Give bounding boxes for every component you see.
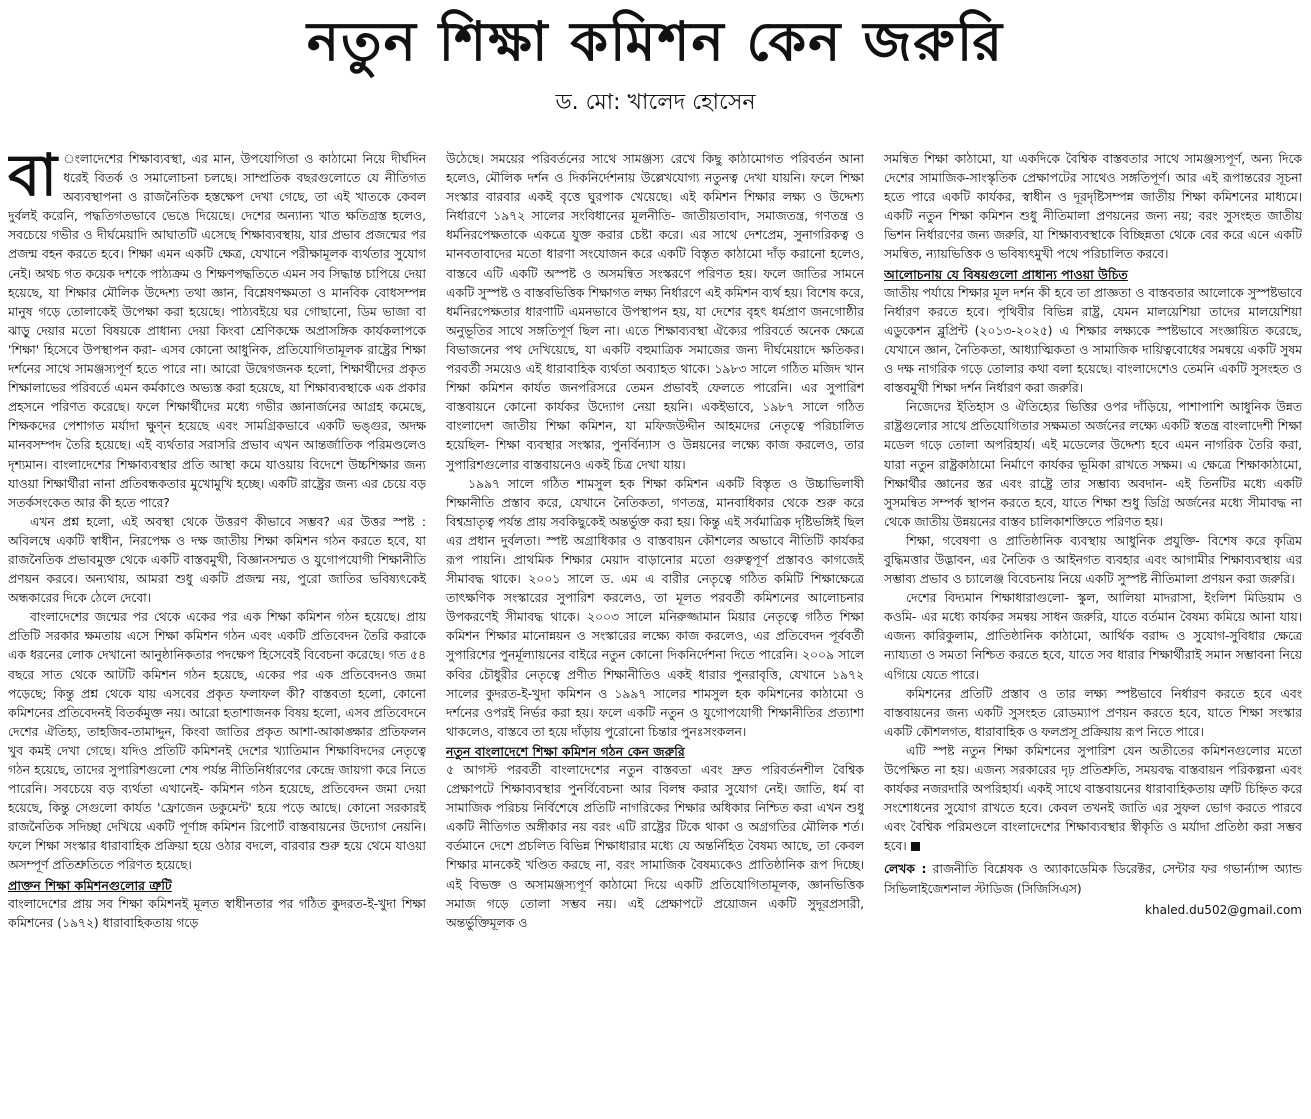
dropcap: বা <box>8 150 58 209</box>
paragraph: উঠেছে। সময়ের পরিবর্তনের সাথে সামঞ্জস্য রেখে কিছু কাঠামোগত পরিবর্তন আনা হলেও, মৌলিক দর্শন ও দিকনির্দেশনায় উল্লেখযোগ্য নতুনত্ব দেখা যায়নি। ফলে শিক্ষা সংস্কার বারবার একই বৃত্তে ঘুরপাক খেয়েছে। এই কমিশন শিক্ষার লক্ষ্য ও উদ্দেশ্য নির্ধারণে ১৯৭২ সালের সংবিধানের মূলনীতি- জাতীয়তাবাদ, সমাজতন্ত্র, গণতন্ত্র ও ধর্মনিরপেক্ষতাকে একত্রে যুক্ত করার চেষ্টা করে। এর সাথে দেশপ্রেম, সুনাগরিকত্ব ও মানবতাবাদের মতো ধারণা সংযোজন করে একটি বিস্তৃত কাঠামো দাঁড় করানো হলেও, বাস্তবে এটি একটি অস্পষ্ট ও অসমন্বিত সংস্করণে পরিণত হয়। ফলে জাতির সামনে একটি সুস্পষ্ট ও বাস্তবভিত্তিক শিক্ষাগত লক্ষ্য নির্ধারণে এই কমিশন ব্যর্থ হয়। বিশেষ করে, ধর্মনিরপেক্ষতার ধারণাটি এমনভাবে উপস্থাপন হয়, যা দেশের বৃহৎ ধর্মপ্রাণ জনগোষ্ঠীর অনুভূতির সাথে সঙ্গতিপূর্ণ ছিল না। এতে শিক্ষাব্যবস্থা ঐক্যের পরিবর্তে অনেক ক্ষেত্রে বিভাজনের পথ দেখিয়েছে, যা একটি বহুমাত্রিক সমাজের জন্য দীর্ঘমেয়াদে ক্ষতিকর। পরবর্তী সময়েও এই ধারাবাহিক ব্যর্থতা অব্যাহত থাকে। ১৯৮৩ সালে গঠিত মজিদ খান শিক্ষা কমিশন কার্যত জনপরিসরে তেমন প্রভাবই ফেলতে পারেনি। এর সুপারিশ বাস্তবায়নে কোনো কার্যকর উদ্যোগ নেয়া হয়নি। একইভাবে, ১৯৮৭ সালে গঠিত বাংলাদেশ জাতীয় শিক্ষা কমিশন, যা মফিজউদ্দীন আহমদের নেতৃত্বে পরিচালিত হয়েছিল- শিক্ষা ব্যবস্থার সংস্কার, পুনর্বিন্যাস ও উন্নয়নের লক্ষ্যে কাজ করলেও, তার সুপারিশগুলোর বাস্তবায়নেও একই চিত্র দেখা যায়। <box>446 152 864 472</box>
article-column-2 <box>446 150 864 1112</box>
author-email[interactable]: khaled.du502@gmail.com <box>1145 902 1302 917</box>
article-column-1 <box>8 150 426 1112</box>
article-column-3 <box>884 150 1302 1112</box>
author-note <box>884 860 1302 898</box>
paragraph: জাতীয় পর্যায়ে শিক্ষার মূল দর্শন কী হবে তা প্রাজ্ঞতা ও বাস্তবতার আলোকে সুস্পষ্টভাবে নির্ধারণ করতে হবে। পৃথিবীর বিভিন্ন রাষ্ট্র, যেমন মালয়েশিয়া তাদের মালয়েশিয়া এডুকেশন ব্লুপ্রিন্ট (২০১৩-২০২৫) এ শিক্ষার লক্ষ্যকে স্পষ্টভাবে সংজ্ঞায়িত করেছে, যেখানে জ্ঞান, নৈতিকতা, আধ্যাত্মিকতা ও সামাজিক দায়িত্ববোধের সমন্বয়ে একটি সুষম ও দক্ষ নাগরিক গড়ে তোলার কথা বলা হয়েছে। বাংলাদেশেও তেমনি একটি সুসংহত ও বাস্তবমুখী শিক্ষা দর্শন নির্ধারণ করা জরুরি। <box>884 285 1302 396</box>
paragraph: ১৯৯৭ সালে গঠিত শামসুল হক শিক্ষা কমিশন একটি বিস্তৃত ও উচ্চাভিলাষী শিক্ষানীতি প্রস্তাব করে, যেখানে নৈতিকতা, গণতন্ত্র, মানবাধিকার থেকে শুরু করে বিশ্বভ্রাতৃত্ব পর্যন্ত প্রায় সবকিছুকেই অন্তর্ভুক্ত করা হয়। কিন্তু এই সর্বমাত্রিক দৃষ্টিভঙ্গিই ছিল এর প্রধান দুর্বলতা। স্পষ্ট অগ্রাধিকার ও বাস্তবায়ন কৌশলের অভাবে নীতিটি কার্যকর রূপ পায়নি। প্রাথমিক শিক্ষার মেয়াদ বাড়ানোর মতো গুরুত্বপূর্ণ প্রস্তাবও কাগজেই সীমাবদ্ধ থাকে। ২০০১ সালে ড. এম এ বারীর নেতৃত্বে গঠিত কমিটি শিক্ষাক্ষেত্রে তাৎক্ষণিক সংস্কারের সুপারিশ করলেও, তা মূলত পরবর্তী কমিশনের আলোচনার উপকরণেই সীমাবদ্ধ থাকে। ২০০৩ সালে মনিরুজ্জামান মিয়ার নেতৃত্বে গঠিত শিক্ষা কমিশন শিক্ষার মানোন্নয়ন ও সংস্কারের লক্ষ্যে কাজ করলেও, এর প্রতিবেদন পূর্ববর্তী সুপারিশের পুনর্মূল্যায়নের বাইরে নতুন কোনো দিকনির্দেশনা দিতে পারেনি। ২০০৯ সালে কবির চৌধুরীর নেতৃত্বে প্রণীত শিক্ষানীতিও একই ধারার পুনরাবৃত্তি, যেখানে ১৯৭২ সালের কুদরত-ই-খুদা কমিশন ও ১৯৯৭ সালের শামসুল হক কমিশনের কাঠামো ও দর্শনের ওপরই নির্ভর করা হয়। ফলে একটি নতুন ও যুগোপযোগী শিক্ষানীতির প্রত্যাশা থাকলেও, বাস্তবে তা হয়ে দাঁড়ায় পুরোনো চিন্তার পুনঃসংকলন। <box>446 476 864 739</box>
section-heading: প্রাক্তন শিক্ষা কমিশনগুলোর ত্রুটি <box>8 877 172 893</box>
paragraph-text: ংলাদেশের শিক্ষাব্যবস্থা, এর মান, উপযোগিতা ও কাঠামো নিয়ে দীর্ঘদিন ধরেই বিতর্ক ও সমালোচনা চলছে। সাম্প্রতিক বছরগুলোতে যে নীতিগত অব্যবস্থাপনা ও রাজনৈতিক হস্তক্ষেপ দেখা গেছে, তা এই খাতকে কেবল দুর্বলই করেনি, পদ্ধতিগতভাবে ভেঙে দিয়েছে। দেশের অন্যান্য খাত ক্ষতিগ্রস্ত হলেও, সবচেয়ে গভীর ও দীর্ঘমেয়াদি আঘাতটি এসেছে শিক্ষাব্যবস্থায়, যার প্রভাব প্রজন্মের পর প্রজন্ম বহন করতে হবে। শিক্ষা এমন একটি ক্ষেত্র, যেখানে পরীক্ষামূলক ব্যর্থতার সুযোগ নেই। অথচ গত কয়েক দশকে পাঠ্যক্রম ও শিক্ষণপদ্ধতিতে এমন সব সিদ্ধান্ত চাপিয়ে দেয়া হয়েছে, যা শিক্ষার মৌলিক উদ্দেশ্য তথা জ্ঞান, বিশ্লেষণক্ষমতা ও মানবিক বোধসম্পন্ন মানুষ গড়ে তোলাকেই উপেক্ষা করা হয়েছে। পাঠ্যবইয়ে ঘর গোছানো, ডিম ভাজা বা ঝাড়ু দেয়ার মতো বিষয়কে প্রাধান্য দেয়া কিংবা শ্রেণিকক্ষে অপ্রাসঙ্গিক কার্যকলাপকে 'শিক্ষা' হিসেবে উপস্থাপন করা- এসব কোনো আধুনিক, প্রতিযোগিতামূলক রাষ্ট্রের শিক্ষা দর্শনের সাথে সামঞ্জস্যপূর্ণ হতে পারে না। আরো উদ্বেগজনক হলো, শিক্ষার্থীদের প্রকৃত শিক্ষালাভের পরিবর্তে এমন কর্মকাণ্ডে অভ্যস্ত করা হয়েছে, যা শিক্ষাব্যবস্থাকে এক প্রকার প্রহসনে পরিণত করেছে। ফলে শিক্ষার্থীদের মধ্যে গভীর জ্ঞানার্জনের আগ্রহ কমেছে, শিক্ষকদের পেশাগত মর্যাদা ক্ষুণ্ন হয়েছে এবং সামগ্রিকভাবে একটি ভঙ্গুর, অদক্ষ মানবসম্পদ তৈরি হয়েছে। এই ব্যর্থতার সরাসরি প্রভাব এখন আন্তর্জাতিক পরিমণ্ডলেও দৃশ্যমান। বাংলাদেশের শিক্ষাব্যবস্থার প্রতি আস্থা কমে যাওয়ায় বিদেশে উচ্চশিক্ষার জন্য যাওয়া শিক্ষার্থীরা নানা প্রতিবন্ধকতার মুখোমুখি হচ্ছে। একটি রাষ্ট্রের জন্য এর চেয়ে বড় সতর্কসংকেত আর কী হতে পারে? <box>8 152 426 510</box>
paragraph: ৫ আগস্ট পরবর্তী বাংলাদেশের নতুন বাস্তবতা এবং দ্রুত পরিবর্তনশীল বৈশ্বিক প্রেক্ষাপটে শিক্ষাব্যবস্থার পুনর্বিবেচনা আর বিলম্ব করার সুযোগ নেই। জাতি, ধর্ম বা সামাজিক পরিচয় নির্বিশেষে প্রতিটি নাগরিকের শিক্ষার অধিকার নিশ্চিত করা এখন শুধু একটি নীতিগত অঙ্গীকার নয় বরং এটি রাষ্ট্রের টিকে থাকা ও অগ্রগতির মৌলিক শর্ত। বর্তমানে দেশে প্রচলিত বিভিন্ন শিক্ষাধারার মধ্যে যে অন্তর্নিহিত বৈষম্য আছে, তা কেবল শিক্ষার মানকেই খণ্ডিত করছে না, বরং সামাজিক বৈষম্যকেও প্রাতিষ্ঠানিক রূপ দিচ্ছে। এই বিভক্ত ও অসামঞ্জস্যপূর্ণ কাঠামো দিয়ে একটি প্রতিযোগিতামূলক, জ্ঞানভিত্তিক সমাজ গড়ে তোলা সম্ভব নয়। এই প্রেক্ষাপটে প্রয়োজন একটি সুদূরপ্রসারী, অন্তর্ভুক্তিমূলক ও <box>446 763 864 930</box>
paragraph: শিক্ষা, গবেষণা ও প্রাতিষ্ঠানিক ব্যবস্থায় আধুনিক প্রযুক্তি- বিশেষ করে কৃত্রিম বুদ্ধিমত্তার উদ্ভাবন, এর নৈতিক ও আইনগত ব্যবহার এবং আগামীর শিক্ষাব্যবস্থায় এর সম্ভাব্য প্রভাব ও চ্যালেঞ্জ বিবেচনায় নিয়ে একটি সুস্পষ্ট নীতিমালা প্রণয়ন করা জরুরি। <box>884 533 1302 587</box>
byline: ড. মো: খালেদ হোসেন <box>555 90 756 115</box>
paragraph: বাংলাদেশের প্রায় সব শিক্ষা কমিশনই মূলত স্বাধীনতার পর গঠিত কুদরত-ই-খুদা শিক্ষা কমিশনের (১৯৭২) ধারাবাহিকতায় গড়ে <box>8 896 426 930</box>
paragraph: বাংলাদেশের জন্মের পর থেকে একের পর এক শিক্ষা কমিশন গঠন হয়েছে। প্রায় প্রতিটি সরকার ক্ষমতায় এসে শিক্ষা কমিশন গঠন এবং একটি প্রতিবেদন তৈরি করাকে এক ধরনের লোক দেখানো আনুষ্ঠানিকতার পদক্ষেপ হিসেবেই বিবেচনা করেছে। গত ৫৪ বছরে সাত থেকে আটটি কমিশন গঠন হয়েছে, একের পর এক প্রতিবেদনও জমা পড়েছে; কিন্তু প্রশ্ন থেকে যায় এসবের প্রকৃত ফলাফল কী? বাস্তবতা হলো, কোনো কমিশনের প্রতিবেদনই বিতর্কমুক্ত নয়। আরো হতাশাজনক বিষয় হলো, এসব প্রতিবেদনে দেশের ঐতিহ্য, তাহজিব-তামাদ্দুন, কিংবা জাতির প্রকৃত আশা-আকাঙ্ক্ষার প্রতিফলন খুব কমই দেখা গেছে। যদিও প্রতিটি কমিশনই দেশের খ্যাতিমান শিক্ষাবিদদের নেতৃত্বে গঠন হয়েছে, তাদের সুপারিশগুলো শেষ পর্যন্ত নীতিনির্ধারণের কেন্দ্রে জায়গা করে নিতে পারেনি। সবচেয়ে বড় ব্যর্থতা এখানেই- কমিশন গঠন হয়েছে, প্রতিবেদন জমা দেয়া হয়েছে, কিন্তু সেগুলো কার্যত 'ফ্রোজেন ডকুমেন্ট' হয়ে পড়ে আছে। কোনো সরকারই রাজনৈতিক সদিচ্ছা দেখিয়ে একটি পূর্ণাঙ্গ কমিশন রিপোর্ট বাস্তবায়নের উদ্যোগ নেয়নি। ফলে শিক্ষা সংস্কার ধারাবাহিক প্রক্রিয়া হয়ে ওঠার বদলে, বারবার শুরু হয়ে থেমে যাওয়া অসম্পূর্ণ প্রতিশ্রুতিতে পরিণত হয়েছে। <box>8 610 426 873</box>
end-mark-icon <box>911 842 920 851</box>
author-label: লেখক : <box>884 862 927 877</box>
paragraph: এখন প্রশ্ন হলো, এই অবস্থা থেকে উত্তরণ কীভাবে সম্ভব? এর উত্তর স্পষ্ট : অবিলম্বে একটি স্বাধীন, নিরপেক্ষ ও দক্ষ জাতীয় শিক্ষা কমিশন গঠন করতে হবে, যা রাজনৈতিক প্রভাবমুক্ত থেকে একটি বাস্তবমুখী, বিজ্ঞানসম্মত ও যুগোপযোগী শিক্ষানীতি প্রণয়ন করবে। অন্যথায়, আমরা শুধু একটি প্রজন্ম নয়, পুরো জাতির ভবিষ্যৎকেই অন্ধকারের দিকে ঠেলে দেবো। <box>8 514 426 606</box>
headline: নতুন শিক্ষা কমিশন কেন জরুরি <box>306 9 1005 73</box>
paragraph <box>8 150 426 513</box>
paragraph: সমন্বিত শিক্ষা কাঠামো, যা একদিকে বৈশ্বিক বাস্তবতার সাথে সামঞ্জস্যপূর্ণ, অন্য দিকে দেশের সামাজিক-সাংস্কৃতিক প্রেক্ষাপটের সাথেও সঙ্গতিপূর্ণ। আর এই রূপান্তরের সূচনা হতে পারে একটি কার্যকর, স্বাধীন ও দূরদৃষ্টিসম্পন্ন জাতীয় শিক্ষা কমিশনের মাধ্যমে। একটি নতুন শিক্ষা কমিশন শুধু নীতিমালা প্রণয়নের জন্য নয়; বরং সুসংহত জাতীয় ভিশন নির্ধারণের জন্য জরুরি, যা শিক্ষাব্যবস্থাকে বিচ্ছিন্নতা থেকে বের করে এনে একটি সমন্বিত, ন্যায়ভিত্তিক ও ভবিষ্যৎমুখী পথে পরিচালিত করবে। <box>884 152 1302 262</box>
section-heading: আলোচনায় যে বিষয়গুলো প্রাধান্য পাওয়া উচিত <box>884 266 1128 282</box>
paragraph: দেশের বিদ্যমান শিক্ষাধারাগুলো- স্কুল, আলিয়া মাদরাসা, ইংলিশ মিডিয়াম ও কওমি- এর মধ্যে কার্যকর সমন্বয় সাধন জরুরি, যাতে বর্তমান বৈষম্য কমিয়ে আনা যায়। এজন্য কারিকুলাম, প্রাতিষ্ঠানিক কাঠামো, আর্থিক বরাদ্দ ও সুযোগ-সুবিধার ক্ষেত্রে ন্যায্যতা ও সমতা নিশ্চিত করতে হবে, যাতে সব ধারার শিক্ষার্থীরাই সমান সম্ভাবনা নিয়ে এগিয়ে যেতে পারে। <box>884 591 1302 682</box>
paragraph: কমিশনের প্রতিটি প্রস্তাব ও তার লক্ষ্য স্পষ্টভাবে নির্ধারণ করতে হবে এবং বাস্তবায়নের জন্য একটি সুসংহত রোডম্যাপ প্রণয়ন করতে হবে, যাতে শিক্ষা সংস্কার একটি কৌশলগত, ধারাবাহিক ও ফলপ্রসূ প্রক্রিয়ায় রূপ নিতে পারে। <box>884 686 1302 739</box>
paragraph-text: এটি স্পষ্ট নতুন শিক্ষা কমিশনের সুপারিশ যেন অতীতের কমিশনগুলোর মতো উপেক্ষিত না হয়। এজন্য সরকারের দৃঢ় প্রতিশ্রুতি, সময়বদ্ধ বাস্তবায়ন পরিকল্পনা এবং কার্যকর নজরদারি অপরিহার্য। একই সাথে বাস্তবায়নের ধারাবাহিকতায় ত্রুটি চিহ্নিত করে সংশোধনের সুযোগ রাখতে হবে। কেবল তখনই জাতি এর সুফল ভোগ করতে পারবে এবং বৈশ্বিক পরিমণ্ডলে বাংলাদেশের শিক্ষাব্যবস্থার স্বীকৃতি ও মর্যাদা প্রতিষ্ঠা করা সম্ভব হবে। <box>884 743 1302 854</box>
author-text: রাজনীতি বিশ্লেষক ও অ্যাকাডেমিক ডিরেক্টর, সেন্টার ফর গভার্ন্যান্স অ্যান্ড সিভিলাইজেশনাল স্টাডিজ (সিজিসিএস) <box>884 862 1302 896</box>
paragraph <box>884 742 1302 857</box>
paragraph: নিজেদের ইতিহাস ও ঐতিহ্যের ভিত্তির ওপর দাঁড়িয়ে, পাশাপাশি আধুনিক উন্নত রাষ্ট্রগুলোর সাথে প্রতিযোগিতার সক্ষমতা অর্জনের লক্ষ্যে একটি স্বতন্ত্র বাংলাদেশী শিক্ষা মডেল গড়ে তোলা অপরিহার্য। এই মডেলের উদ্দেশ্য হবে এমন নাগরিক তৈরি করা, যারা নতুন রাষ্ট্রকাঠামো নির্মাণে কার্যকর ভূমিকা রাখতে সক্ষম। এ ক্ষেত্রে শিক্ষাকাঠামো, শিক্ষার্থীর জ্ঞানের স্তর এবং রাষ্ট্রে তার সম্ভাব্য অবদান- এই তিনটির মধ্যে একটি সুসমন্বিত সম্পর্ক স্থাপন করতে হবে, যাতে শিক্ষা শুধু ডিগ্রি অর্জনের মধ্যে সীমাবদ্ধ না থেকে জাতীয় উন্নয়নের বাস্তব চালিকাশক্তিতে পরিণত হয়। <box>884 400 1302 529</box>
section-heading: নতুন বাংলাদেশে শিক্ষা কমিশন গঠন কেন জরুরি <box>446 743 685 759</box>
